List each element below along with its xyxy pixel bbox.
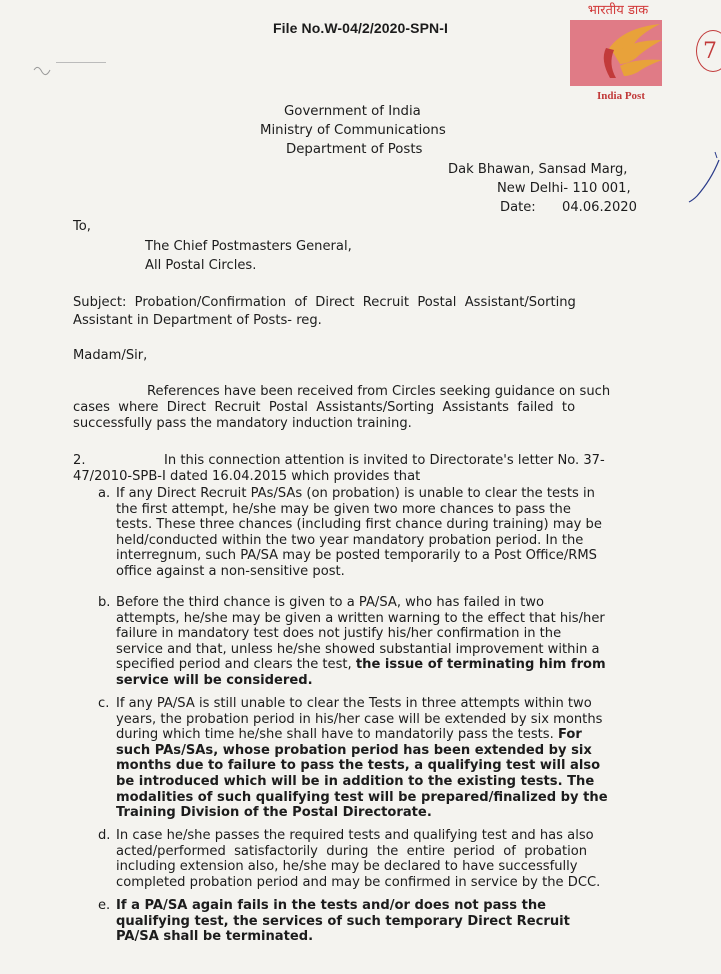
item-d-line: including extension also, he/she may be declared to have successfully [116, 859, 578, 875]
header-ministry: Ministry of Communications [260, 123, 446, 138]
para1-line3: successfully pass the mandatory induction training. [73, 416, 412, 431]
item-b-line: Before the third chance is given to a PA/SA, who has failed in two [116, 595, 545, 610]
item-c-line [116, 727, 638, 743]
para1-line1: References have been received from Circles seeking guidance on such [147, 384, 611, 399]
item-letter: a. [98, 486, 111, 501]
address-line1: Dak Bhawan, Sansad Marg, [448, 162, 628, 177]
item-a-line: held/conducted within the two year mandatory probation period. In the [116, 532, 584, 548]
item-a-line: tests. These three chances (including first chance during training) may be [116, 517, 602, 533]
item-a-line: the first attempt, he/she may be given two more chances to pass the [116, 501, 571, 517]
para2-line1: In this connection attention is invited to Directorate's letter No. 37- [164, 453, 605, 468]
item-letter: c. [98, 696, 110, 711]
pen-mark-icon [685, 150, 721, 210]
logo-hindi-text: भारतीय डाक [587, 3, 649, 18]
item-c-line: be introduced which will be in addition to the existing tests. The [116, 773, 595, 789]
item-b-bold-text: the issue of terminating him from [355, 657, 606, 673]
item-c-line: months due to failure to pass the tests, a qualifying test will also [116, 758, 601, 774]
india-post-logo [560, 0, 670, 108]
item-b-line: failure in mandatory test does not justify his/her confirmation in the [116, 626, 562, 642]
logo-caption: India Post [597, 90, 645, 102]
subject-line1: Subject: Probation/Confirmation of Direct Recruit Postal Assistant/Sorting [73, 295, 576, 310]
list-item-b [98, 595, 638, 689]
item-e-line: If a PA/SA again fails in the tests and/or does not pass the [116, 898, 547, 913]
page-stamp-number: 7 [696, 30, 721, 72]
list-item-a [98, 486, 638, 580]
date-value: 04.06.2020 [562, 200, 637, 215]
envelope-wings-icon [570, 20, 662, 86]
address-line2: New Delhi- 110 001, [497, 181, 631, 196]
item-c-line: Training Division of the Postal Directorate. [116, 805, 432, 821]
item-e-line: PA/SA shall be terminated. [116, 929, 314, 945]
item-d-line: In case he/she passes the required tests and qualifying test and has also [116, 828, 594, 843]
header-government: Government of India [284, 104, 421, 119]
subject-line2: Assistant in Department of Posts- reg. [73, 313, 322, 328]
item-e-line: qualifying test, the services of such temporary Direct Recruit [116, 913, 570, 929]
salutation: Madam/Sir, [73, 348, 148, 363]
scribble-icon [30, 60, 60, 80]
recipient-line2: All Postal Circles. [145, 258, 257, 273]
header-department: Department of Posts [286, 142, 423, 157]
para2-number: 2. [73, 453, 86, 468]
item-c-line: If any PA/SA is still unable to clear the Tests in three attempts within two [116, 696, 592, 711]
item-c-bold-text: For [557, 727, 582, 743]
divider-mark [56, 62, 106, 63]
list-item-d [98, 828, 638, 890]
list-item-e [98, 898, 638, 945]
item-c-text: during which time he/she shall have to mandatorily pass the tests. [116, 727, 558, 743]
para2-line2: 47/2010-SPB-I dated 16.04.2015 which provides that [73, 469, 421, 484]
item-letter: d. [98, 828, 111, 843]
item-b-line: attempts, he/she may be given a written warning to the effect that his/her [116, 610, 605, 626]
item-b-line: service and that, unless he/she showed substantial improvement within a [116, 641, 600, 657]
item-a-line: If any Direct Recruit PAs/SAs (on probation) is unable to clear the tests in [116, 486, 595, 501]
item-c-line: years, the probation period in his/her case will be extended by six months [116, 711, 603, 727]
to-label: To, [73, 219, 91, 234]
item-b-text: specified period and clears the test, [116, 657, 356, 673]
list-item-c [98, 696, 638, 821]
item-a-line: office against a non-sensitive post. [116, 563, 345, 579]
item-d-line: completed probation period and may be confirmed in service by the DCC. [116, 874, 601, 890]
item-letter: e. [98, 898, 111, 913]
date-label: Date: [500, 200, 536, 215]
item-a-line: interregnum, such PA/SA may be posted temporarily to a Post Office/RMS [116, 548, 597, 564]
item-b-line: service will be considered. [116, 672, 313, 688]
para1-line2: cases where Direct Recruit Postal Assistants/Sorting Assistants failed to [73, 400, 576, 415]
item-d-line: acted/performed satisfactorily during the entire period of probation [116, 843, 588, 859]
item-b-line [116, 657, 638, 673]
item-c-line: modalities of such qualifying test will be prepared/finalized by the [116, 789, 608, 805]
india-post-emblem-icon [570, 20, 662, 86]
item-letter: b. [98, 595, 111, 610]
file-number: File No.W-04/2/2020-SPN-I [273, 20, 448, 36]
recipient-line1: The Chief Postmasters General, [145, 239, 352, 254]
item-c-line: such PAs/SAs, whose probation period has been extended by six [116, 742, 592, 758]
